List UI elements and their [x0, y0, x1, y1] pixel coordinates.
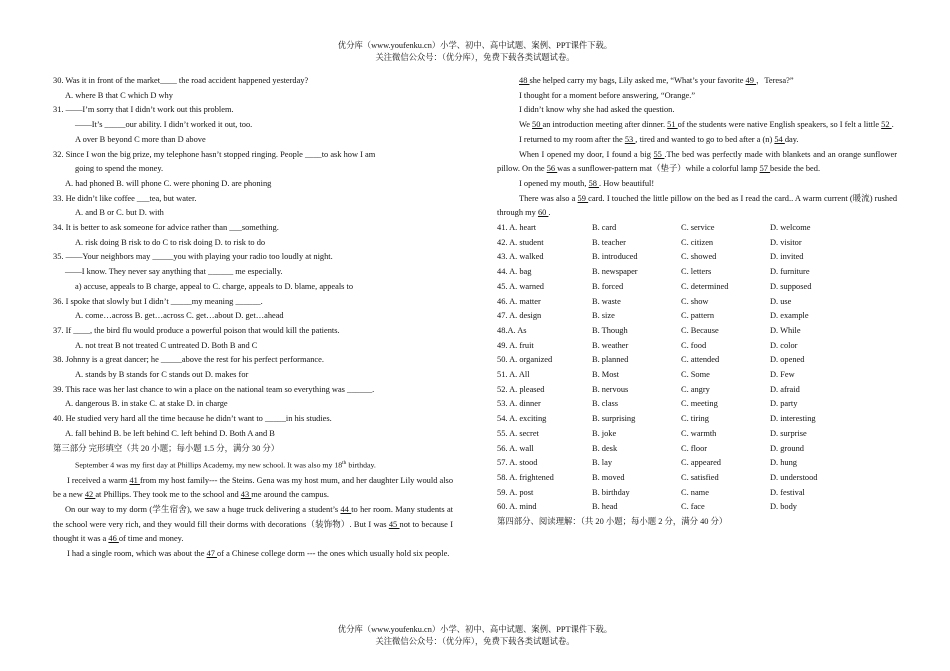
option-a: 58. A. frightened — [497, 472, 554, 482]
option-d: D. understood — [770, 472, 818, 482]
option-a: 60. A. mind — [497, 502, 537, 512]
option-b: B. waste — [592, 296, 621, 306]
blank-41: 41 — [129, 475, 140, 485]
blank-54: 54 — [774, 134, 785, 144]
question-37: 37. If ____, the bird flu would produce a powerful poison that would kill the patients. — [53, 325, 340, 335]
option-d: D. invited — [770, 252, 804, 262]
option-c: C. appeared — [681, 458, 721, 468]
blank-55: 55 — [653, 149, 665, 159]
option-row — [497, 442, 897, 457]
option-c: C. citizen — [681, 237, 714, 247]
question-35-options: a) accuse, appeals to B charge, appeal to C. charge, appeals to D. blame, appeals to — [75, 281, 354, 291]
passage-para-4: I had a single room, which was about the 47 of a Chinese college dorm --- the ones which usually hold six people. — [67, 549, 450, 559]
question-31-reply: ——It’s _____our ability. I didn’t worked it out, too. — [75, 120, 253, 130]
question-39: 39. This race was her last chance to win a place on the national team so everything was ______. — [53, 384, 375, 394]
left-column — [53, 74, 453, 562]
option-b: B. class — [592, 399, 619, 409]
passage-para-6: We 50 an introduction meeting after dinner. 51 of the students were native English speakers, so I felt a little 52 . — [519, 120, 894, 130]
option-c: C. angry — [681, 384, 710, 394]
passage-line-question: I didn’t know why she had asked the question. — [519, 105, 675, 115]
question-31-options: A over B beyond C more than D above — [75, 134, 206, 144]
option-a: 53. A. dinner — [497, 399, 541, 409]
passage-para-8: When I opened my door, I found a big 55 .The bed was perfectly made with blankets and an orange sunflower pillow. On the 56 was a sunflower-pattern mat（垫子）while a colorful lamp 57 beside the bed. — [497, 149, 898, 174]
option-b: B. birthday — [592, 487, 630, 497]
question-38: 38. Johnny is a great dancer; he _____above the rest for his perfect performance. — [53, 355, 324, 365]
page-header — [0, 40, 950, 64]
option-a: 46. A. matter — [497, 296, 541, 306]
option-row — [497, 339, 897, 354]
question-35: 35. ——Your neighbors may _____you with playing your radio too loudly at night. — [53, 252, 333, 262]
option-a: 48.A. As — [497, 325, 527, 335]
question-33-options: A. and B or C. but D. with — [75, 208, 164, 218]
header-line-1: 优分库（www.youfenku.cn）小学、初中、高中试题、案例、PPT课件下载。 — [337, 41, 613, 50]
option-b: B. teacher — [592, 237, 626, 247]
question-32-cont: going to spend the money. — [75, 164, 164, 174]
blank-58: 58 — [588, 178, 600, 188]
option-d: D. While — [770, 325, 801, 335]
option-d: D. hung — [770, 458, 797, 468]
option-a: 54. A. exciting — [497, 414, 547, 424]
question-35-reply: ——I know. They never say anything that ______ me especially. — [65, 267, 283, 277]
blank-60: 60 — [537, 208, 549, 218]
option-d: D. opened — [770, 355, 805, 365]
option-a: 50. A. organized — [497, 355, 553, 365]
section-4-title: 第四部分、阅读理解：（共 20 小题；每小题 2 分，满分 40 分） — [497, 517, 728, 527]
question-30: 30. Was it in front of the market____ the road accident happened yesterday? — [53, 76, 309, 85]
blank-59: 59 — [577, 193, 589, 203]
question-33: 33. He didn’t like coffee ___tea, but water. — [53, 193, 197, 203]
cloze-options — [497, 221, 897, 515]
blank-48: 48 — [519, 76, 530, 85]
page-footer — [0, 624, 950, 648]
option-b: B. desk — [592, 443, 618, 453]
option-b: B. lay — [592, 458, 613, 468]
option-c: C. showed — [681, 252, 717, 262]
option-b: B. head — [592, 502, 618, 512]
option-row — [497, 309, 897, 324]
option-b: B. moved — [592, 472, 625, 482]
question-36-options: A. come…across B. get…across C. get…about D. get…ahead — [75, 311, 284, 321]
footer-line-1: 优分库（www.youfenku.cn）小学、初中、高中试题、案例、PPT课件下载。 — [337, 625, 613, 634]
question-34: 34. It is better to ask someone for advice rather than ___something. — [53, 223, 279, 233]
option-c: C. pattern — [681, 311, 715, 321]
passage-para-3: On our way to my dorm (学生宿舍), we saw a huge truck delivering a student’s 44 to her room. Many students at the school were very rich, and they would fill their dorms with decorations（装饰物）. But I was 45 not to because I thought it was a 46 of time and money. — [53, 504, 454, 544]
blank-53: 53 — [624, 134, 636, 144]
option-a: 56. A. wall — [497, 443, 534, 453]
passage-para-1: September 4 was my first day at Phillips Academy, my new school. It was also my 18th birthday. — [75, 460, 376, 470]
passage-line-orange: I thought for a moment before answering, “Orange.” — [519, 90, 696, 100]
question-40: 40. He studied very hard all the time because he didn’t want to _____in his studies. — [53, 414, 332, 424]
option-d: D. furniture — [770, 267, 810, 277]
passage-para-2: I received a warm 41 from my host family--- the Steins. Gena was my host mum, and her daughter Lily would also be a new 42 at Phillips. They took me to the school and 43 me around the campus. — [53, 475, 454, 500]
option-row — [497, 368, 897, 383]
option-a: 47. A. design — [497, 311, 542, 321]
option-c: C. floor — [681, 443, 708, 453]
option-b: B. joke — [592, 428, 617, 438]
option-a: 45. A. warned — [497, 281, 544, 291]
option-b: B. Most — [592, 370, 619, 380]
blank-56: 56 — [546, 164, 558, 174]
option-b: B. introduced — [592, 252, 638, 262]
option-row — [497, 383, 897, 398]
option-d: D. welcome — [770, 223, 811, 233]
option-row — [497, 250, 897, 265]
question-32: 32. Since I won the big prize, my telephone hasn’t stopped ringing. People ____to ask how I am — [53, 149, 376, 159]
blank-45: 45 — [388, 519, 400, 529]
right-column — [497, 74, 897, 530]
passage-para-10: There was also a 59 card. I touched the little pillow on the bed as I read the card.. A warm current (暖流) rushed through my 60 . — [497, 193, 898, 218]
passage-para-9: I opened my mouth, 58 . How beautiful! — [519, 178, 655, 188]
option-d: D. visitor — [770, 237, 802, 247]
option-c: C. meeting — [681, 399, 718, 409]
option-d: D. afraid — [770, 384, 800, 394]
option-c: C. tiring — [681, 414, 709, 424]
option-d: D. supposed — [770, 281, 812, 291]
option-b: B. surprising — [592, 414, 636, 424]
blank-50: 50 — [532, 120, 543, 130]
option-d: D. festival — [770, 487, 805, 497]
option-c: C. letters — [681, 267, 712, 277]
section-3-title: 第三部分 完形填空（共 20 小题；每小题 1.5 分，满分 30 分） — [53, 443, 280, 453]
option-d: D. Few — [770, 370, 795, 380]
option-c: C. food — [681, 340, 707, 350]
option-a: 55. A. secret — [497, 428, 539, 438]
option-b: B. weather — [592, 340, 629, 350]
blank-51: 51 — [667, 120, 678, 130]
option-row — [497, 412, 897, 427]
footer-line-2: 关注微信公众号：（优分库），免费下载各类试题试卷。 — [375, 637, 575, 646]
question-39-options: A. dangerous B. in stake C. at stake D. in charge — [65, 399, 228, 409]
option-c: C. Some — [681, 370, 710, 380]
option-a: 49. A. fruit — [497, 340, 534, 350]
option-row — [497, 295, 897, 310]
blank-44: 44 — [340, 504, 352, 514]
option-row — [497, 397, 897, 412]
passage-para-7: I returned to my room after the 53 , tired and wanted to go to bed after a (n) 54 day. — [519, 134, 799, 144]
option-b: B. planned — [592, 355, 629, 365]
option-a: 43. A. walked — [497, 252, 544, 262]
option-c: C. determined — [681, 281, 729, 291]
option-d: D. ground — [770, 443, 804, 453]
blank-49: 49 — [745, 76, 756, 85]
header-line-2: 关注微信公众号：（优分库），免费下载各类试题试卷。 — [375, 53, 575, 62]
blank-52: 52 — [881, 120, 892, 130]
question-30-options: A. where B that C which D why — [65, 90, 173, 100]
question-38-options: A. stands by B stands for C stands out D. makes for — [75, 370, 249, 380]
option-row — [497, 500, 897, 515]
option-b: B. forced — [592, 281, 624, 291]
option-c: C. attended — [681, 355, 720, 365]
option-d: D. surprise — [770, 428, 807, 438]
option-row — [497, 353, 897, 368]
option-d: D. party — [770, 399, 798, 409]
option-d: D. interesting — [770, 414, 816, 424]
option-a: 44. A. bag — [497, 267, 532, 277]
blank-42: 42 — [84, 490, 96, 500]
option-c: C. Because — [681, 325, 719, 335]
option-d: D. example — [770, 311, 809, 321]
option-b: B. nervous — [592, 384, 629, 394]
question-31: 31. ——I’m sorry that I didn’t work out this problem. — [53, 105, 234, 115]
option-c: C. show — [681, 296, 709, 306]
option-c: C. face — [681, 502, 705, 512]
question-34-options: A. risk doing B risk to do C to risk doing D. to risk to do — [75, 237, 266, 247]
option-c: C. service — [681, 223, 715, 233]
option-d: D. body — [770, 502, 797, 512]
option-a: 52. A. pleased — [497, 384, 545, 394]
option-row — [497, 486, 897, 501]
blank-57: 57 — [759, 164, 771, 174]
option-a: 51. A. All — [497, 370, 530, 380]
option-row — [497, 456, 897, 471]
question-32-options: A. had phoned B. will phone C. were phoning D. are phoning — [65, 178, 272, 188]
option-c: C. warmth — [681, 428, 717, 438]
option-row — [497, 236, 897, 251]
option-c: C. name — [681, 487, 709, 497]
option-row — [497, 324, 897, 339]
option-a: 41. A. heart — [497, 223, 537, 233]
option-row — [497, 280, 897, 295]
option-a: 42. A. student — [497, 237, 544, 247]
option-d: D. use — [770, 296, 792, 306]
question-40-options: A. fall behind B. be left behind C. left behind D. Both A and B — [65, 428, 275, 438]
option-row — [497, 471, 897, 486]
option-b: B. Though — [592, 325, 628, 335]
option-a: 59. A. post — [497, 487, 534, 497]
blank-47: 47 — [206, 549, 218, 559]
option-row — [497, 221, 897, 236]
option-b: B. newspaper — [592, 267, 638, 277]
option-d: D. color — [770, 340, 798, 350]
passage-para-5: 48 she helped carry my bags, Lily asked me, “What’s your favorite 49 ，Teresa?” — [519, 76, 794, 85]
option-b: B. card — [592, 223, 617, 233]
question-36: 36. I spoke that slowly but I didn’t _____my meaning ______. — [53, 296, 263, 306]
option-row — [497, 265, 897, 280]
blank-46: 46 — [108, 534, 119, 544]
blank-43: 43 — [240, 490, 252, 500]
option-c: C. satisfied — [681, 472, 719, 482]
question-37-options: A. not treat B not treated C untreated D. Both B and C — [75, 340, 258, 350]
option-b: B. size — [592, 311, 615, 321]
option-a: 57. A. stood — [497, 458, 538, 468]
option-row — [497, 427, 897, 442]
